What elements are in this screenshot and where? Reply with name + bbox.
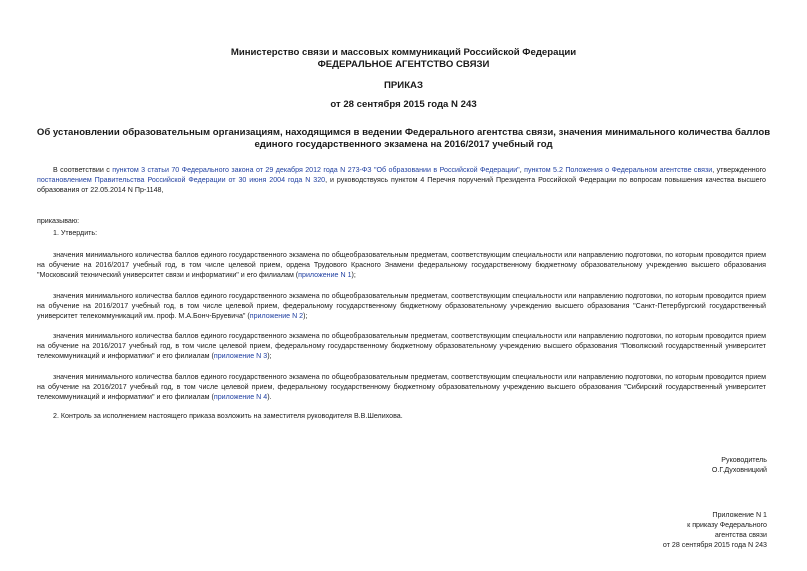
preamble-text-3: , утвержденного (712, 166, 766, 174)
regulation-link[interactable]: пунктом 5.2 Положения о Федеральном агентстве связи (524, 166, 713, 174)
item-1: 1. Утвердить: (53, 229, 98, 237)
doc-type: ПРИКАЗ (384, 80, 423, 91)
preamble-text-4: , и руководствуясь пунктом 4 Перечня поручений Президента Российской Федерации по вопросам повышения качества высшего образования от 22.05.2014 N Пр-1148, (37, 176, 766, 195)
appendix-title: Приложение N 1 (712, 511, 767, 519)
appendix-link-1[interactable]: приложение N 1 (298, 271, 352, 280)
appendix-line-4: от 28 сентября 2015 года N 243 (662, 541, 767, 549)
decree-link[interactable]: постановлением Правительства Российской Федерации от 30 июня 2004 года N 320 (37, 176, 326, 185)
order-word: приказываю: (37, 217, 80, 225)
signature-name: О.Г.Духовницкий (711, 466, 767, 474)
preamble-text-1: В соответствии с (53, 166, 113, 174)
agency-name: ФЕДЕРАЛЬНОЕ АГЕНТСТВО СВЯЗИ (317, 59, 490, 70)
item-2: 2. Контроль за исполнением настоящего приказа возложить на заместителя руководителя В.В.Шелихова. (53, 412, 403, 420)
value-end-4: ). (267, 393, 272, 402)
value-text-1: значения минимального количества баллов единого государственного экзамена по общеобразовательным предметам, соответствующим специальности или направлению подготовки, по которым проводится прием на обучение на 2016/2017 учебный год, в том числе целевой прием, ордена Трудового Красного Знамени федеральному государственному бюджетному образовательному учреждению высшего образования "Московский технический университет связи и информатики" и его филиалам ( (37, 251, 766, 280)
law-link[interactable]: пунктом 3 статьи 70 Федерального закона от 29 декабря 2012 года N 273-ФЗ "Об образовании в Российской Федерации" (112, 166, 520, 174)
value-paragraph-1 (37, 250, 766, 281)
preamble-paragraph (37, 165, 766, 196)
signature-role: Руководитель (721, 456, 767, 464)
appendix-link-4[interactable]: приложение N 4 (213, 393, 268, 402)
value-text-2: значения минимального количества баллов единого государственного экзамена по общеобразовательным предметам, соответствующим специальности или направлению подготовки, по которым проводится прием на обучение на 2016/2017 учебный год, в том числе целевой прием, федеральному государственному бюджетному образовательному учреждению высшего образования "Санкт-Петербургский государственный университет телекоммуникаций им. проф. М.А.Бонч-Бруевича" ( (37, 292, 766, 321)
value-paragraph-2 (37, 291, 766, 322)
value-paragraph-3 (37, 331, 766, 362)
value-end-1: ); (351, 271, 356, 280)
ministry-name: Министерство связи и массовых коммуникаций Российской Федерации (230, 47, 577, 58)
doc-date: от 28 сентября 2015 года N 243 (330, 99, 477, 110)
value-end-2: ); (303, 312, 308, 321)
value-end-3: ); (267, 352, 272, 361)
appendix-line-3: агентства связи (714, 531, 767, 539)
value-text-4: значения минимального количества баллов единого государственного экзамена по общеобразовательным предметам, соответствующим специальности или направлению подготовки, по которым проводится прием на обучение на 2016/2017 учебный год, в том числе целевой прием, федеральному государственному бюджетному образовательному учреждению высшего образования "Сибирский государственный университет телекоммуникаций и информатики" и его филиалам ( (37, 373, 766, 402)
appendix-line-2: к приказу Федерального (687, 521, 767, 529)
preamble-text-2: , (519, 166, 525, 174)
appendix-link-3[interactable]: приложение N 3 (213, 352, 268, 361)
value-paragraph-4 (37, 372, 766, 403)
appendix-link-2[interactable]: приложение N 2 (249, 312, 304, 321)
document-title: Об установлении образовательным организациям, находящимся в ведении Федерального агентства связи, значения минимального количества баллов единого государственного экзамена на 2016/2017 учебный год (36, 127, 771, 150)
value-text-3: значения минимального количества баллов единого государственного экзамена по общеобразовательным предметам, соответствующим специальности или направлению подготовки, по которым проводится прием на обучение на 2016/2017 учебный год, в том числе целевой прием, федеральному государственному бюджетному образовательному учреждению высшего образования "Поволжский государственный университет телекоммуникаций и информатики" и его филиалам ( (37, 332, 766, 361)
